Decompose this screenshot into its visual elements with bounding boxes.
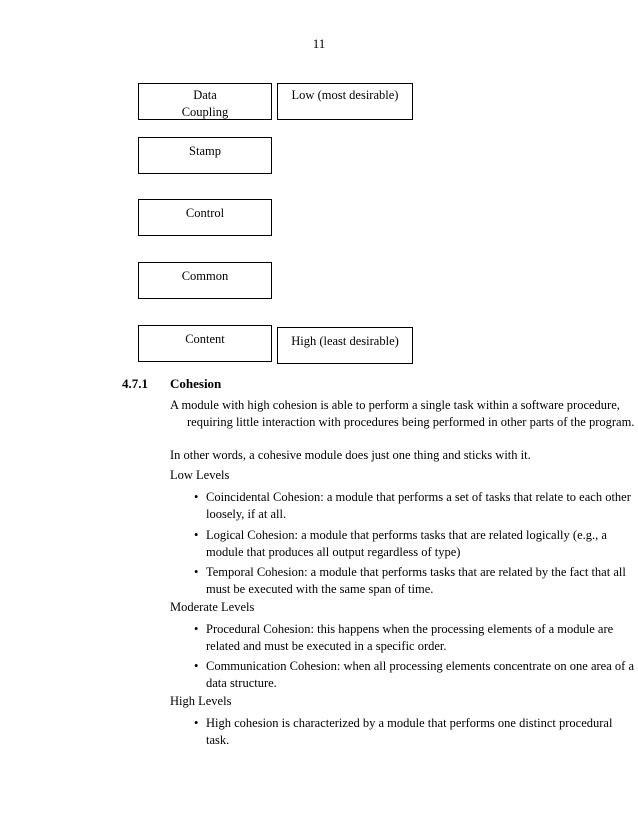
stamp-label: Stamp [189, 144, 221, 158]
coupling-box-content [138, 325, 272, 362]
moderate-levels-heading: Moderate Levels [170, 600, 255, 614]
list-item [187, 564, 638, 597]
bullet-icon: • [194, 565, 199, 579]
high-levels-heading: High Levels [170, 694, 232, 708]
moderate-item-communication: Communication Cohesion: when all processing elements concentrate on one area of a data structure. [206, 659, 634, 690]
list-item [187, 527, 638, 560]
list-item [187, 715, 638, 748]
low-item-logical: Logical Cohesion: a module that performs tasks that are related logically (e.g., a module that produces all output regardless of type) [206, 528, 607, 559]
bullet-icon: • [194, 490, 199, 504]
high-item-distinct: High cohesion is characterized by a module that performs one distinct procedural task. [206, 716, 613, 747]
list-item [187, 658, 638, 691]
low-item-temporal: Temporal Cohesion: a module that performs tasks that are related by the fact that all must be executed with the same span of time. [206, 565, 626, 596]
data-coupling-line1: Data [193, 88, 217, 102]
list-item [187, 621, 638, 654]
section-number: 4.7.1 [122, 376, 148, 391]
data-coupling-line2: Coupling [181, 105, 229, 119]
coupling-label-low [277, 83, 413, 120]
low-label-text: Low (most desirable) [291, 88, 399, 102]
page-number: 11 [312, 36, 326, 51]
cohesion-intro: A module with high cohesion is able to perform a single task within a software procedure, requiring little interaction with procedures being performed in other parts of the program. [170, 398, 635, 429]
bullet-icon: • [194, 622, 199, 636]
section-title: Cohesion [170, 376, 222, 391]
list-item [187, 489, 638, 522]
moderate-item-procedural: Procedural Cohesion: this happens when the processing elements of a module are related and must be executed in a specific order. [206, 622, 614, 653]
bullet-icon: • [194, 716, 199, 730]
low-item-coincidental: Coincidental Cohesion: a module that performs a set of tasks that relate to each other loosely, if at all. [206, 490, 631, 521]
coupling-label-high [277, 327, 413, 364]
coupling-box-common [138, 262, 272, 299]
high-label-text: High (least desirable) [291, 334, 399, 348]
content-label: Content [185, 332, 225, 346]
common-label: Common [181, 269, 229, 283]
coupling-box-data [138, 83, 272, 120]
control-label: Control [185, 206, 225, 220]
low-levels-heading: Low Levels [170, 468, 230, 482]
bullet-icon: • [194, 528, 199, 542]
bullet-icon: • [194, 659, 199, 673]
coupling-box-control [138, 199, 272, 236]
cohesion-summary: In other words, a cohesive module does just one thing and sticks with it. [170, 448, 531, 462]
coupling-box-stamp [138, 137, 272, 174]
